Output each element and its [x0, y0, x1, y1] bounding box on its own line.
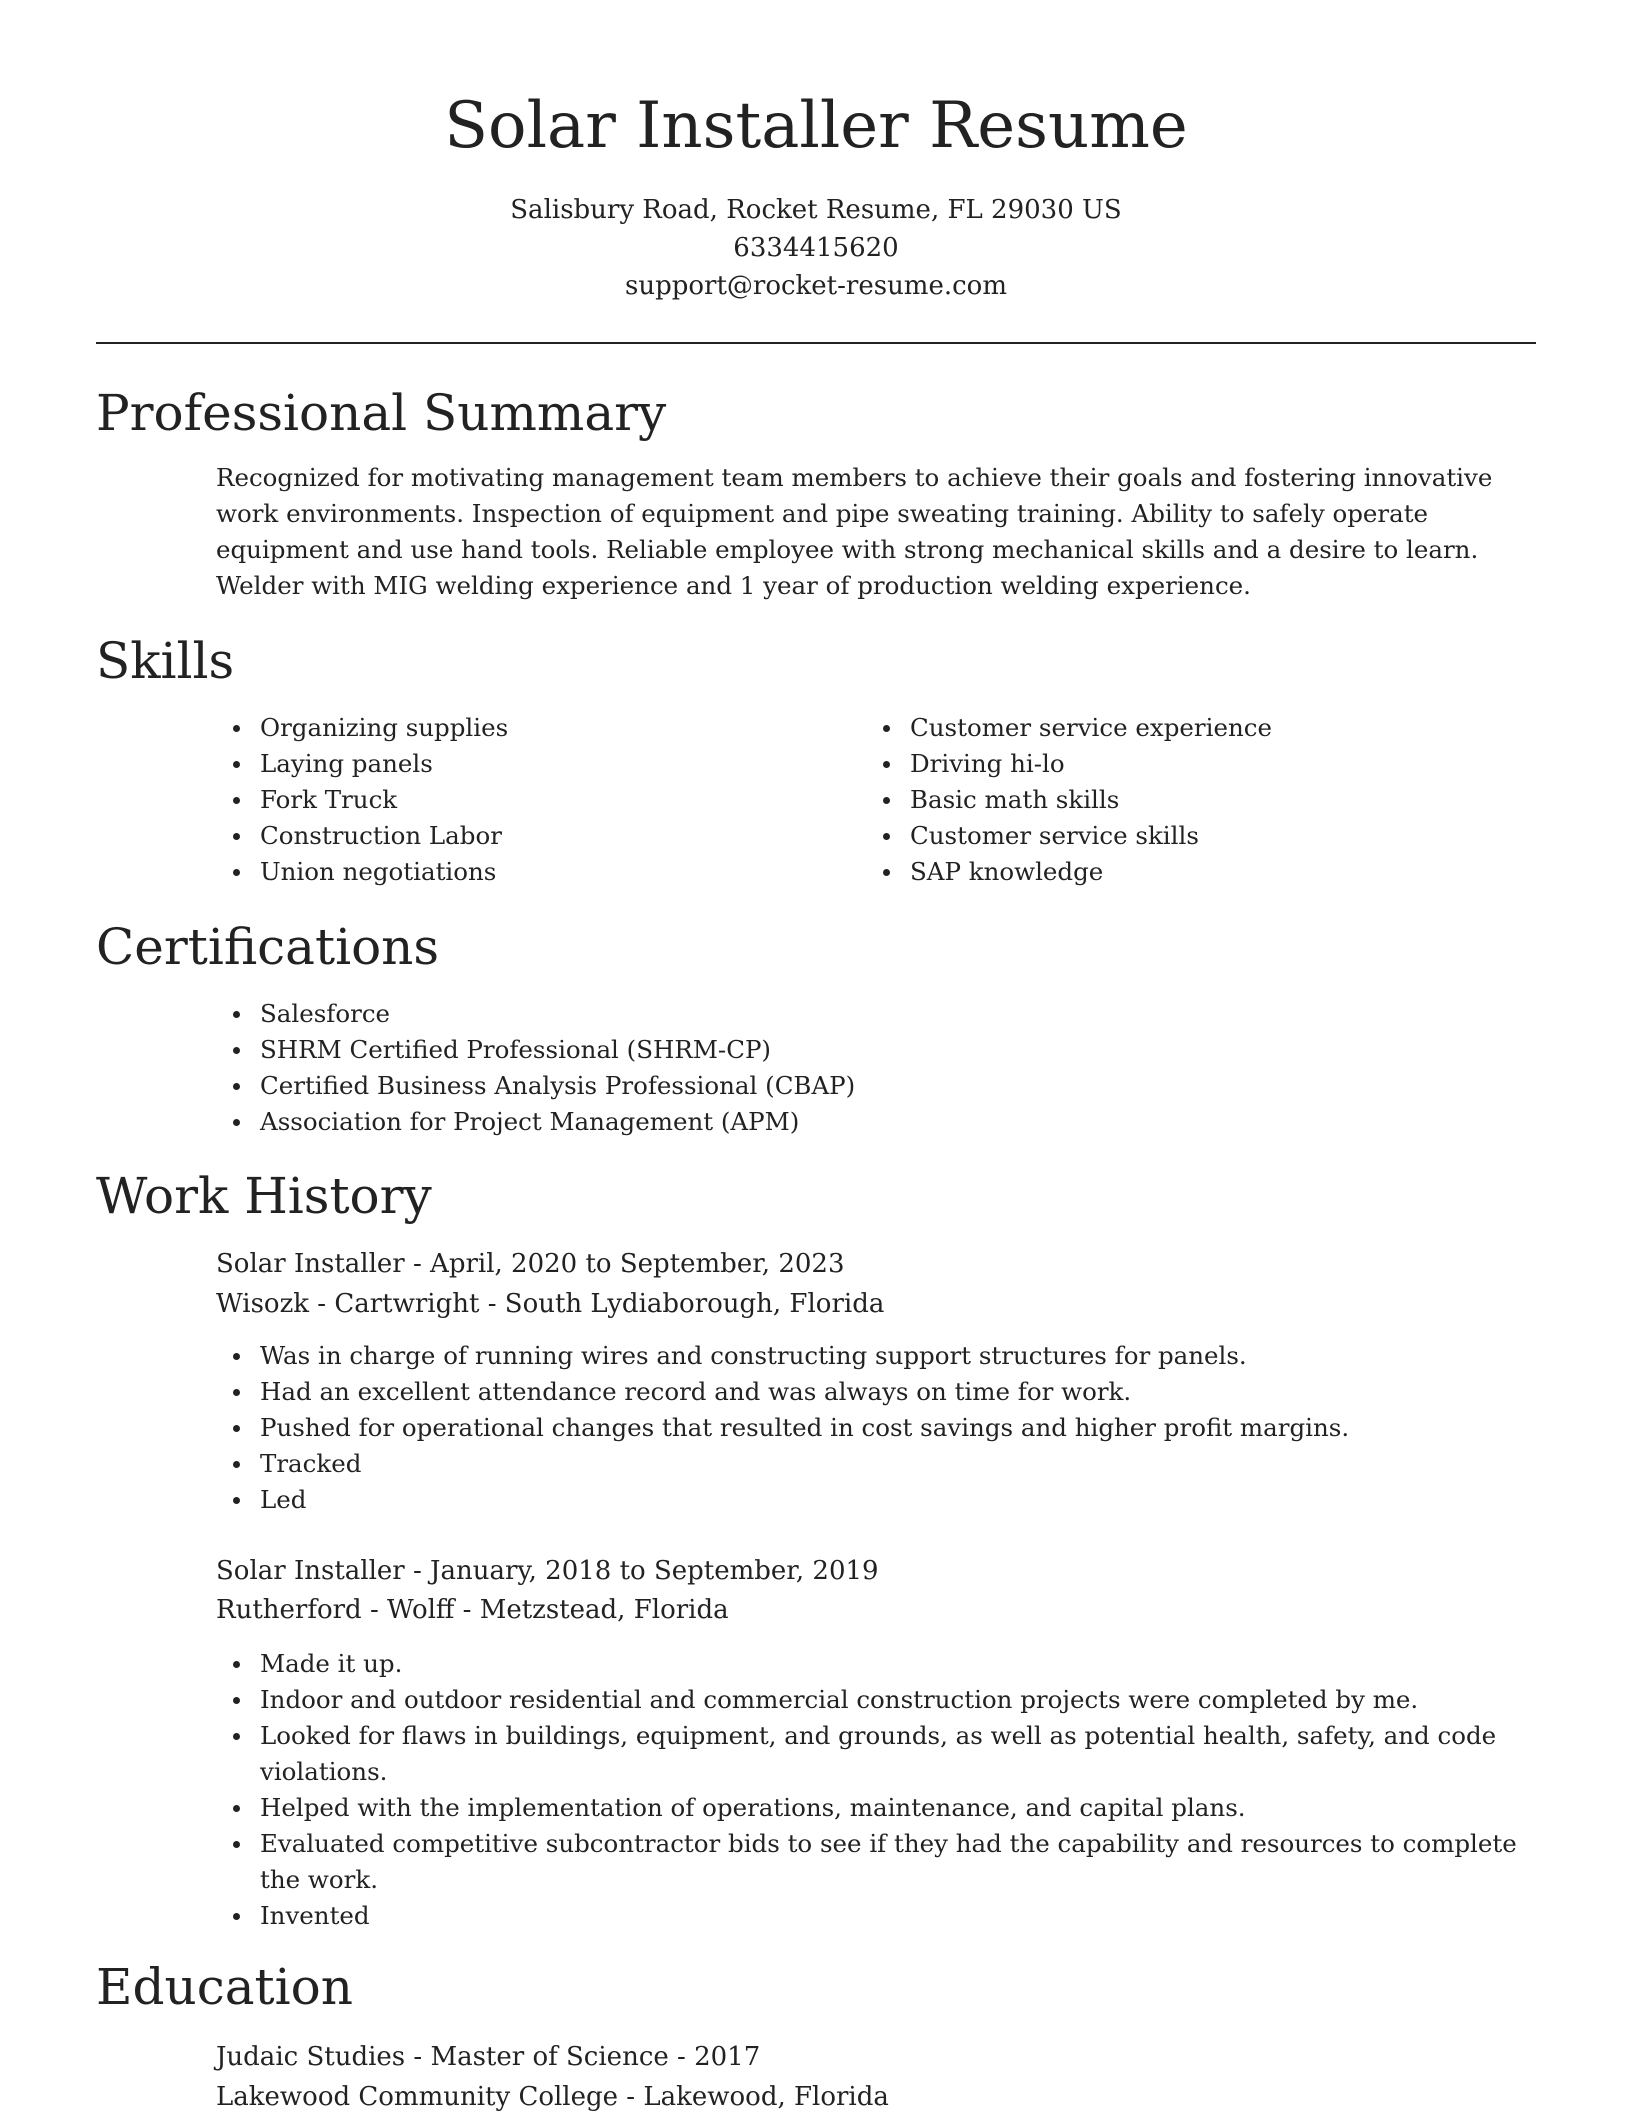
list-item: SAP knowledge [910, 854, 1510, 890]
list-item: Made it up. [260, 1646, 1536, 1682]
list-item: Invented [260, 1898, 1536, 1934]
skills-heading: Skills [96, 632, 235, 690]
email: support@rocket-resume.com [624, 271, 1007, 301]
list-item: Association for Project Management (APM) [260, 1104, 1536, 1140]
list-item: Construction Labor [260, 818, 860, 854]
job-bullets [216, 1338, 1536, 1518]
list-item: Tracked [260, 1446, 1536, 1482]
summary-heading: Professional Summary [96, 384, 667, 442]
list-item: Laying panels [260, 746, 860, 782]
list-item: Was in charge of running wires and constructing support structures for panels. [260, 1338, 1536, 1374]
list-item: Salesforce [260, 996, 1536, 1032]
education-school-line: Lakewood Community College - Lakewood, Florida [216, 2082, 889, 2112]
list-item: Fork Truck [260, 782, 860, 818]
phone: 6334415620 [733, 233, 899, 263]
summary-text: Recognized for motivating management team members to achieve their goals and fostering innovative work environments. Inspection of equipment and pipe sweating training. Ability to safely operate equipment and use hand tools. Reliable employee with strong mechanical skills and a desire to learn. Welder with MIG welding experience and 1 year of production welding experience. [216, 463, 1493, 600]
list-item: Driving hi-lo [910, 746, 1510, 782]
address: Salisbury Road, Rocket Resume, FL 29030 US [510, 195, 1122, 225]
list-item: Customer service skills [910, 818, 1510, 854]
list-item: Organizing supplies [260, 710, 860, 746]
education-heading: Education [96, 1958, 353, 2016]
list-item: Indoor and outdoor residential and commercial construction projects were completed by me. [260, 1682, 1536, 1718]
list-item: Customer service experience [910, 710, 1510, 746]
certifications-heading: Certifications [96, 918, 440, 976]
list-item: Pushed for operational changes that resulted in cost savings and higher profit margins. [260, 1410, 1536, 1446]
list-item: Certified Business Analysis Professional (CBAP) [260, 1068, 1536, 1104]
list-item: Had an excellent attendance record and was always on time for work. [260, 1374, 1536, 1410]
list-item: Led [260, 1482, 1536, 1518]
skills-list-left [216, 710, 860, 890]
list-item: Union negotiations [260, 854, 860, 890]
skills-list-right [866, 710, 1510, 890]
work-history-heading: Work History [96, 1167, 432, 1225]
job-bullets [216, 1646, 1536, 1934]
list-item: Evaluated competitive subcontractor bids to see if they had the capability and resources to complete the work. [260, 1826, 1536, 1898]
education-degree-line: Judaic Studies - Master of Science - 2017 [216, 2042, 761, 2072]
list-item: Looked for flaws in buildings, equipment, and grounds, as well as potential health, safety, and code violations. [260, 1718, 1536, 1790]
job-title-line: Solar Installer - January, 2018 to September, 2019 [216, 1556, 879, 1586]
job-title-line: Solar Installer - April, 2020 to September, 2023 [216, 1249, 845, 1279]
resume-title: Solar Installer Resume [444, 89, 1188, 163]
job-company-line: Wisozk - Cartwright - South Lydiaborough, Florida [216, 1289, 885, 1319]
list-item: SHRM Certified Professional (SHRM-CP) [260, 1032, 1536, 1068]
list-item: Helped with the implementation of operations, maintenance, and capital plans. [260, 1790, 1536, 1826]
list-item: Basic math skills [910, 782, 1510, 818]
contact-info [0, 191, 1632, 305]
job-company-line: Rutherford - Wolff - Metzstead, Florida [216, 1595, 729, 1625]
header-divider [96, 342, 1536, 344]
certifications-list [216, 996, 1536, 1140]
